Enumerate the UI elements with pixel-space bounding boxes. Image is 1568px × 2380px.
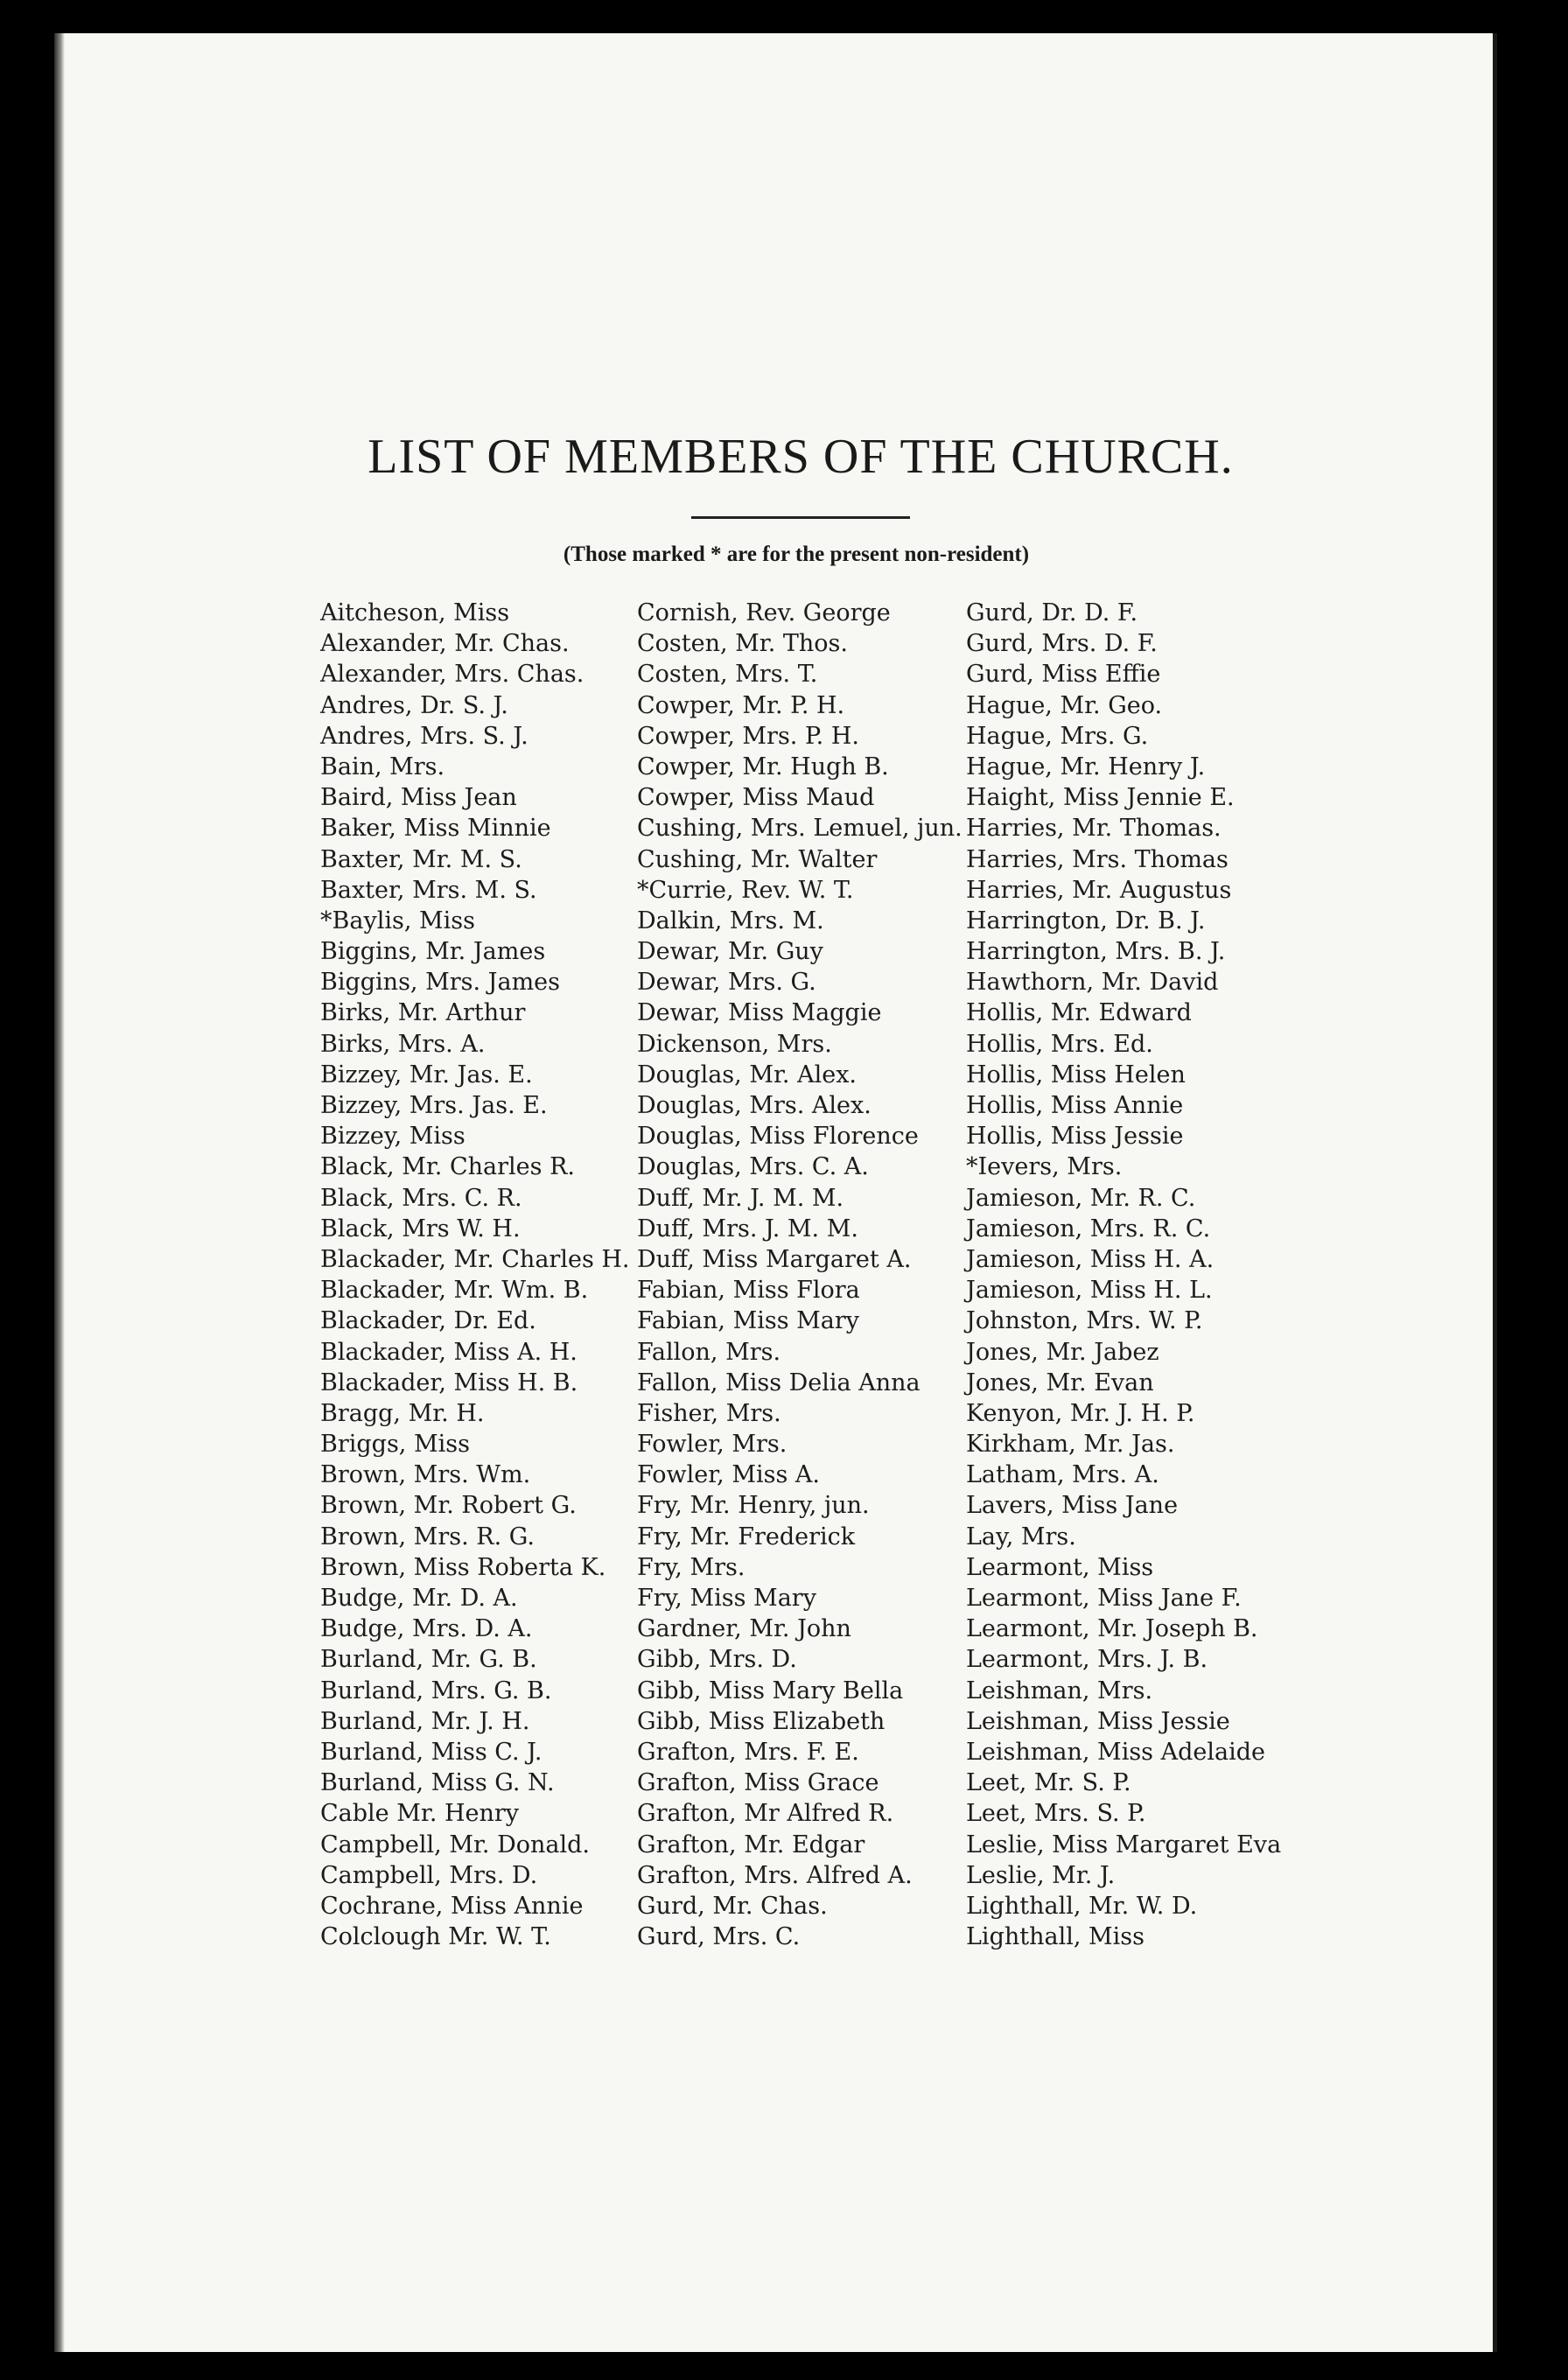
member-entry: Grafton, Mrs. Alfred A. [637,1861,913,1889]
member-entry: Brown, Mr. Robert G. [320,1492,577,1520]
member-entry: Campbell, Mrs. D. [320,1861,538,1889]
member-entry: *Baylis, Miss [320,906,475,934]
member-entry: *Currie, Rev. W. T. [637,876,854,904]
member-entry: Gardner, Mr. John [637,1615,851,1643]
member-entry: Blackader, Dr. Ed. [320,1307,536,1335]
member-entry: Learmont, Mr. Joseph B. [966,1615,1258,1643]
member-entry: Baker, Miss Minnie [320,815,551,843]
member-entry: Grafton, Mr. Edgar [637,1830,865,1858]
member-entry: Budge, Mrs. D. A. [320,1615,533,1643]
member-entry: Gurd, Mrs. C. [637,1923,801,1951]
member-entry: Duff, Mr. J. M. M. [637,1184,844,1212]
member-entry: Campbell, Mr. Donald. [320,1830,590,1858]
member-entry: Grafton, Miss Grace [637,1769,879,1797]
member-entry: Grafton, Mrs. F. E. [637,1738,859,1766]
member-entry: Duff, Miss Margaret A. [637,1245,912,1273]
member-entry: Biggins, Mr. James [320,938,546,966]
member-column-2 [637,598,962,1952]
member-entry: Kenyon, Mr. J. H. P. [966,1399,1195,1427]
member-entry: Black, Mr. Charles R. [320,1153,575,1181]
member-entry: Leslie, Miss Margaret Eva [966,1830,1282,1858]
member-entry: Dewar, Mr. Guy [637,938,823,966]
member-entry: Black, Mrs W. H. [320,1214,521,1242]
member-entry: Costen, Mr. Thos. [637,630,848,658]
member-entry: Fry, Mr. Henry, jun. [637,1492,870,1520]
member-entry: Dewar, Miss Maggie [637,999,882,1027]
member-entry: Grafton, Mr Alfred R. [637,1800,894,1828]
member-entry: Birks, Mrs. A. [320,1030,486,1058]
member-entry: Douglas, Mrs. Alex. [637,1092,872,1119]
member-entry: Learmont, Miss [966,1553,1154,1581]
member-entry: Gurd, Mrs. D. F. [966,630,1158,658]
page-right-edge [1493,33,1497,2352]
non-resident-note: (Those marked * are for the present non-resident) [563,542,1030,566]
member-entry: Bizzey, Miss [320,1123,466,1151]
member-entry: Black, Mrs. C. R. [320,1184,522,1212]
member-entry: Leishman, Mrs. [966,1676,1153,1704]
member-entry: Jones, Mr. Evan [966,1368,1154,1396]
member-entry: Lavers, Miss Jane [966,1492,1179,1520]
page-binding-edge [54,33,65,2352]
member-entry: Gibb, Mrs. D. [637,1646,797,1674]
member-entry: Dalkin, Mrs. M. [637,906,824,934]
member-entry: Cushing, Mrs. Lemuel, jun. [637,815,962,843]
member-entry: Blackader, Mr. Wm. B. [320,1277,589,1305]
member-entry: Blackader, Mr. Charles H. [320,1245,630,1273]
member-entry: Lay, Mrs. [966,1522,1076,1550]
member-entry: Dickenson, Mrs. [637,1030,832,1058]
member-entry: Jamieson, Miss H. A. [966,1245,1214,1273]
member-entry: Bizzey, Mrs. Jas. E. [320,1092,548,1119]
member-entry: Gibb, Miss Mary Bella [637,1676,904,1704]
member-entry: Leet, Mrs. S. P. [966,1800,1146,1828]
member-entry: Hollis, Miss Annie [966,1092,1184,1119]
member-entry: Kirkham, Mr. Jas. [966,1431,1175,1459]
member-entry: Baxter, Mrs. M. S. [320,876,537,904]
member-entry: Harrington, Mrs. B. J. [966,938,1226,966]
member-entry: Fry, Mr. Frederick [637,1522,856,1550]
member-entry: Burland, Miss C. J. [320,1738,542,1766]
member-entry: Cushing, Mr. Walter [637,845,878,873]
member-entry: Birks, Mr. Arthur [320,999,526,1027]
member-entry: Gurd, Dr. D. F. [966,599,1138,626]
member-entry: Fowler, Mrs. [637,1431,788,1459]
member-entry: Brown, Miss Roberta K. [320,1553,606,1581]
member-entry: Leishman, Miss Jessie [966,1707,1230,1735]
page-title: LIST OF MEMBERS OF THE CHURCH. [368,430,1234,484]
member-entry: Harries, Mr. Thomas. [966,815,1222,843]
member-entry: Leet, Mr. S. P. [966,1769,1131,1797]
member-entry: Jamieson, Mr. R. C. [966,1184,1196,1212]
member-entry: Burland, Mr. J. H. [320,1707,530,1735]
member-entry: Hollis, Miss Helen [966,1060,1186,1088]
member-entry: Brown, Mrs. R. G. [320,1522,535,1550]
member-entry: Baird, Miss Jean [320,784,517,812]
member-entry: Gurd, Mr. Chas. [637,1892,828,1920]
member-entry: Cable Mr. Henry [320,1800,520,1828]
member-entry: Hollis, Mrs. Ed. [966,1030,1153,1058]
member-entry: Jamieson, Miss H. L. [966,1277,1213,1305]
member-entry: Johnston, Mrs. W. P. [966,1307,1203,1335]
member-entry: Hawthorn, Mr. David [966,969,1219,997]
member-entry: Learmont, Miss Jane F. [966,1585,1242,1612]
member-entry: Cowper, Miss Maud [637,784,875,812]
member-entry: Cochrane, Miss Annie [320,1892,584,1920]
member-entry: Brown, Mrs. Wm. [320,1461,531,1489]
member-entry: Budge, Mr. D. A. [320,1585,518,1612]
member-entry: Cowper, Mr. Hugh B. [637,752,889,780]
member-entry: Briggs, Miss [320,1431,470,1459]
member-entry: Lighthall, Miss [966,1923,1145,1951]
member-entry: Duff, Mrs. J. M. M. [637,1214,858,1242]
member-entry: Fry, Mrs. [637,1553,746,1581]
member-entry: Andres, Dr. S. J. [320,691,508,719]
member-entry: Fallon, Miss Delia Anna [637,1368,920,1396]
member-entry: Cornish, Rev. George [637,599,891,626]
member-entry: Bain, Mrs. [320,752,445,780]
member-entry: Alexander, Mrs. Chas. [320,661,584,689]
member-entry: Burland, Mrs. G. B. [320,1676,552,1704]
member-entry: Douglas, Mr. Alex. [637,1060,858,1088]
member-entry: Harrington, Dr. B. J. [966,906,1206,934]
member-entry: Fowler, Miss A. [637,1461,820,1489]
member-entry: Cowper, Mrs. P. H. [637,722,859,750]
member-entry: Haight, Miss Jennie E. [966,784,1235,812]
member-entry: Gurd, Miss Effie [966,661,1161,689]
member-entry: Douglas, Miss Florence [637,1123,919,1151]
member-entry: Jones, Mr. Jabez [966,1338,1159,1366]
member-column-3 [966,598,1281,1952]
member-entry: Fisher, Mrs. [637,1399,781,1427]
member-entry: Leslie, Mr. J. [966,1861,1116,1889]
member-entry: *Ievers, Mrs. [966,1153,1123,1181]
member-entry: Burland, Miss G. N. [320,1769,555,1797]
member-entry: Fabian, Miss Mary [637,1307,860,1335]
member-entry: Dewar, Mrs. G. [637,969,816,997]
member-entry: Fabian, Miss Flora [637,1277,860,1305]
member-entry: Latham, Mrs. A. [966,1461,1159,1489]
member-entry: Harries, Mr. Augustus [966,876,1232,904]
member-entry: Jamieson, Mrs. R. C. [966,1214,1211,1242]
member-entry: Hollis, Miss Jessie [966,1123,1184,1151]
title-rule [691,516,910,519]
member-entry: Blackader, Miss A. H. [320,1338,578,1366]
member-entry: Burland, Mr. G. B. [320,1646,537,1674]
member-entry: Baxter, Mr. M. S. [320,845,522,873]
member-entry: Fallon, Mrs. [637,1338,781,1366]
member-entry: Hague, Mr. Henry J. [966,752,1206,780]
member-entry: Leishman, Miss Adelaide [966,1738,1266,1766]
member-entry: Alexander, Mr. Chas. [320,630,570,658]
member-entry: Andres, Mrs. S. J. [320,722,528,750]
member-entry: Learmont, Mrs. J. B. [966,1646,1208,1674]
member-entry: Bizzey, Mr. Jas. E. [320,1060,533,1088]
member-entry: Hague, Mr. Geo. [966,691,1163,719]
member-entry: Colclough Mr. W. T. [320,1923,551,1951]
member-entry: Fry, Miss Mary [637,1585,816,1612]
member-entry: Blackader, Miss H. B. [320,1368,578,1396]
member-entry: Hollis, Mr. Edward [966,999,1192,1027]
member-entry: Harries, Mrs. Thomas [966,845,1228,873]
member-entry: Lighthall, Mr. W. D. [966,1892,1198,1920]
member-entry: Aitcheson, Miss [320,599,510,626]
member-entry: Bragg, Mr. H. [320,1399,485,1427]
member-entry: Costen, Mrs. T. [637,661,818,689]
member-entry: Hague, Mrs. G. [966,722,1149,750]
member-entry: Gibb, Miss Elizabeth [637,1707,886,1735]
member-entry: Biggins, Mrs. James [320,969,561,997]
member-column-1 [320,598,630,1952]
member-entry: Douglas, Mrs. C. A. [637,1153,869,1181]
member-entry: Cowper, Mr. P. H. [637,691,845,719]
